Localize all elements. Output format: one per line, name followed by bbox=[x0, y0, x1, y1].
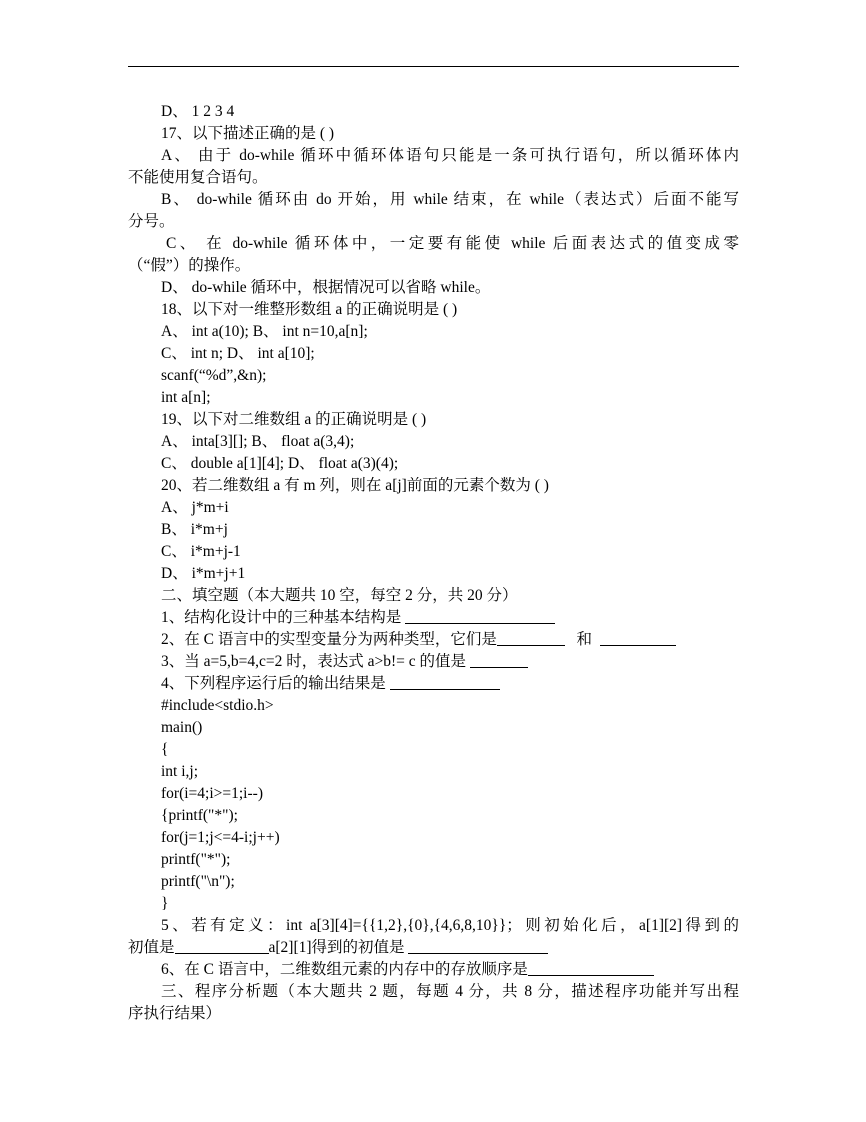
code-line-printf-star-1: {printf("*"); bbox=[161, 807, 238, 824]
fill-q3-blank bbox=[470, 652, 528, 668]
fill-q5-blank-2 bbox=[408, 938, 548, 954]
q18-stem: 18、以下对一维整形数组 a 的正确说明是 ( ) bbox=[161, 301, 458, 318]
code-line-printf-star-2: printf("*"); bbox=[161, 851, 231, 868]
header-rule bbox=[128, 66, 739, 67]
q18-code-scanf: scanf(“%d”,&n); bbox=[161, 367, 267, 384]
q20-option-b: B、 i*m+j bbox=[161, 521, 228, 538]
fill-q4-text: 4、下列程序运行后的输出结果是 bbox=[161, 675, 386, 692]
fill-q2-and: 和 bbox=[576, 631, 592, 648]
q20-option-a: A、 j*m+i bbox=[161, 499, 229, 516]
section-3-heading: 三、程序分析题（本大题共 2 题，每题 4 分，共 8 分，描述程序功能并写出程 bbox=[161, 983, 739, 1000]
section-2-heading: 二、填空题（本大题共 10 空，每空 2 分，共 20 分） bbox=[161, 587, 518, 604]
fill-q5-cont bbox=[128, 937, 739, 959]
q20-option-c: C、 i*m+j-1 bbox=[161, 543, 241, 560]
code-line-printf-newline: printf("\n"); bbox=[161, 873, 235, 890]
document-body bbox=[128, 101, 739, 1025]
fill-q4-blank bbox=[390, 674, 500, 690]
q17-option-a-cont: 不能使用复合语句。 bbox=[128, 169, 268, 186]
fill-q6-text: 6、在 C 语言中，二维数组元素的内存中的存放顺序是 bbox=[161, 961, 528, 978]
q18-options-ab: A、 int a(10); B、 int n=10,a[n]; bbox=[161, 323, 368, 340]
q17-option-b: B、 do-while 循环由 do 开始，用 while 结束，在 while（表达式）后面不能写 bbox=[161, 191, 739, 208]
fill-q6 bbox=[128, 959, 739, 981]
fill-q1-text: 1、结构化设计中的三种基本结构是 bbox=[161, 609, 402, 626]
q20-stem: 20、若二维数组 a 有 m 列，则在 a[j]前面的元素个数为 ( ) bbox=[161, 477, 549, 494]
fill-q4 bbox=[128, 673, 739, 695]
code-line-close-brace: } bbox=[161, 895, 169, 912]
q19-stem: 19、以下对二维数组 a 的正确说明是 ( ) bbox=[161, 411, 427, 428]
code-line-for-inner: for(j=1;j<=4-i;j++) bbox=[161, 829, 280, 846]
code-line-include: #include<stdio.h> bbox=[161, 697, 274, 714]
q17-option-d: D、 do-while 循环中，根据情况可以省略 while。 bbox=[161, 279, 491, 296]
code-line-decl: int i,j; bbox=[161, 763, 199, 780]
fill-q1 bbox=[128, 607, 739, 629]
fill-q5-text-2: a[2][1]得到的初值是 bbox=[268, 939, 405, 956]
q18-options-cd: C、 int n; D、 int a[10]; bbox=[161, 345, 315, 362]
code-line-main: main() bbox=[161, 719, 203, 736]
fill-q2 bbox=[128, 629, 739, 651]
q19-options-ab: A、 inta[3][]; B、 float a(3,4); bbox=[161, 433, 355, 450]
q16-option-d: D、 1 2 3 4 bbox=[161, 103, 235, 120]
fill-q5-blank-1 bbox=[175, 938, 269, 954]
fill-q3 bbox=[128, 651, 739, 673]
fill-q3-text: 3、当 a=5,b=4,c=2 时，表达式 a>b!= c 的值是 bbox=[161, 653, 467, 670]
q20-option-d: D、 i*m+j+1 bbox=[161, 565, 246, 582]
q19-options-cd: C、 double a[1][4]; D、 float a(3)(4); bbox=[161, 455, 399, 472]
q17-option-c: C、 在 do-while 循环体中，一定要有能使 while 后面表达式的值变成零 bbox=[166, 235, 739, 252]
fill-q6-blank bbox=[528, 960, 654, 976]
code-line-for-outer: for(i=4;i>=1;i--) bbox=[161, 785, 263, 802]
q17-option-c-cont: （“假”）的操作。 bbox=[128, 257, 251, 274]
code-line-open-brace: { bbox=[161, 741, 169, 758]
q17-option-a: A、 由于 do-while 循环中循环体语句只能是一条可执行语句，所以循环体内 bbox=[161, 147, 739, 164]
fill-q2-text: 2、在 C 语言中的实型变量分为两种类型，它们是 bbox=[161, 631, 497, 648]
section-3-heading-cont: 序执行结果） bbox=[128, 1005, 222, 1022]
q18-code-decl: int a[n]; bbox=[161, 389, 211, 406]
fill-q1-blank bbox=[405, 608, 555, 624]
fill-q2-blank-2 bbox=[600, 630, 676, 646]
fill-q2-blank-1 bbox=[497, 630, 565, 646]
q17-option-b-cont: 分号。 bbox=[128, 213, 175, 230]
fill-q5: 5、若有定义：int a[3][4]={{1,2},{0},{4,6,8,10}}；则初始化后，a[1][2]得到的 bbox=[161, 917, 739, 934]
q17-stem: 17、以下描述正确的是 ( ) bbox=[161, 125, 335, 142]
fill-q5-text-1: 初值是 bbox=[128, 939, 175, 956]
